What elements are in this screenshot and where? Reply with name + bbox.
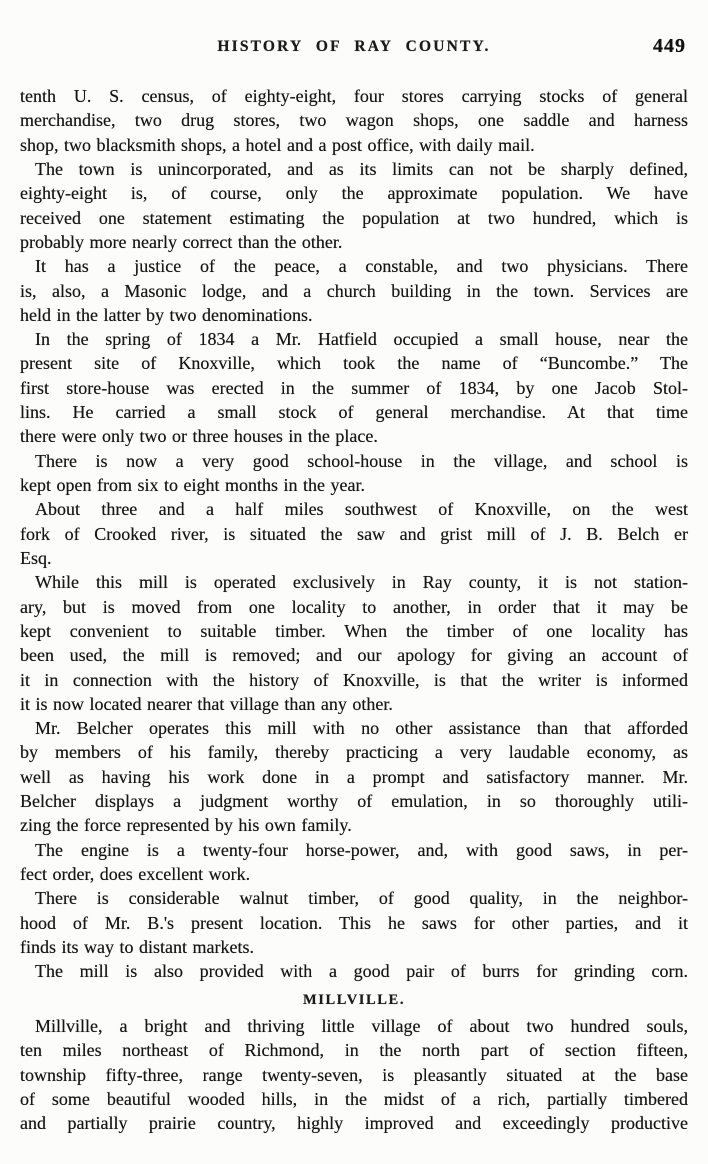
- text-line: lins. He carried a small stock of general merchandise. At that time: [20, 402, 688, 423]
- text-line: kept convenient to suitable timber. When the timber of one locality has: [20, 620, 688, 641]
- paragraph: [20, 886, 688, 959]
- text-line: of some beautiful wooded hills, in the midst of a rich, partially timbered: [20, 1088, 688, 1109]
- text-line: The town is unincorporated, and as its limits can not be sharply defined,: [35, 158, 688, 179]
- text-line: first store-house was erected in the summer of 1834, by one Jacob Stol-: [20, 377, 688, 398]
- text-line: zing the force represented by his own family.: [20, 815, 352, 836]
- page-number: 449: [653, 35, 686, 57]
- text-line: There is considerable walnut timber, of good quality, in the neighbor-: [35, 888, 688, 909]
- text-line: fork of Crooked river, is situated the saw and grist mill of J. B. Belch er: [20, 523, 688, 544]
- text-line: It has a justice of the peace, a constable, and two physicians. There: [35, 256, 688, 277]
- text-line: Belcher displays a judgment worthy of emulation, in so thoroughly utili-: [20, 791, 688, 812]
- text-line: Esq.: [20, 547, 52, 568]
- text-line: present site of Knoxville, which took the name of “Buncombe.” The: [20, 353, 688, 374]
- text-line: finds its way to distant markets.: [20, 936, 254, 957]
- text-line: ary, but is moved from one locality to another, in order that it may be: [20, 596, 688, 617]
- paragraph: [20, 716, 688, 838]
- text-line: Millville, a bright and thriving little village of about two hundred souls,: [35, 1015, 688, 1036]
- text-line: is, also, a Masonic lodge, and a church building in the town. Services are: [20, 280, 688, 301]
- text-line: probably more nearly correct than the other.: [20, 231, 343, 252]
- text-line: The engine is a twenty-four horse-power, and, with good saws, in per-: [35, 839, 688, 860]
- text-line: held in the latter by two denominations.: [20, 304, 313, 325]
- paragraph: [20, 1014, 688, 1136]
- text-line: there were only two or three houses in the place.: [20, 426, 378, 447]
- text-line: The mill is also provided with a good pair of burrs for grinding corn.: [35, 961, 688, 982]
- paragraph: [20, 570, 688, 716]
- paragraph: [20, 959, 688, 983]
- paragraph: [20, 497, 688, 570]
- text-line: it in connection with the history of Knoxville, is that the writer is informed: [20, 669, 688, 690]
- text-line: and partially prairie country, highly improved and exceedingly productive: [20, 1113, 688, 1134]
- text-line: township fifty-three, range twenty-seven, is pleasantly situated at the base: [20, 1064, 688, 1085]
- text-line: by members of his family, thereby practicing a very laudable economy, as: [20, 742, 688, 763]
- text-line: fect order, does excellent work.: [20, 864, 251, 884]
- section-heading: MILLVILLE.: [302, 991, 406, 1008]
- text-line: it is now located nearer that village than any other.: [20, 693, 393, 714]
- page-title: HISTORY OF RAY COUNTY.: [217, 38, 491, 55]
- text-line: In the spring of 1834 a Mr. Hatfield occupied a small house, near the: [35, 329, 688, 350]
- paragraph: [20, 327, 688, 449]
- text-line: hood of Mr. B.'s present location. This he saws for other parties, and it: [20, 912, 688, 933]
- text-line: received one statement estimating the population at two hundred, which is: [20, 207, 688, 228]
- text-block: [20, 84, 688, 1135]
- text-line: There is now a very good school-house in the village, and school is: [35, 450, 688, 471]
- text-line: been used, the mill is removed; and our apology for giving an account of: [20, 645, 688, 666]
- text-line: kept open from six to eight months in the year.: [20, 475, 365, 495]
- text-line: tenth U. S. census, of eighty-eight, four stores carrying stocks of general: [20, 86, 688, 106]
- text-line: well as having his work done in a prompt and satisfactory manner. Mr.: [20, 766, 688, 787]
- paragraph: [20, 449, 688, 498]
- text-line: Mr. Belcher operates this mill with no other assistance than that afforded: [35, 718, 688, 739]
- paragraph: [20, 838, 688, 887]
- text-line: About three and a half miles southwest of Knoxville, on the west: [35, 499, 688, 520]
- text-line: While this mill is operated exclusively in Ray county, it is not station-: [35, 572, 688, 593]
- text-line: merchandise, two drug stores, two wagon shops, one saddle and harness: [20, 110, 688, 131]
- text-line: eighty-eight is, of course, only the approximate population. We have: [20, 183, 688, 204]
- running-header: [20, 35, 688, 62]
- text-line: shop, two blacksmith shops, a hotel and a post office, with daily mail.: [20, 134, 535, 155]
- paragraph: [20, 157, 688, 254]
- paragraph: [20, 254, 688, 327]
- paragraph: [20, 84, 688, 157]
- text-line: ten miles northeast of Richmond, in the north part of section fifteen,: [20, 1040, 688, 1061]
